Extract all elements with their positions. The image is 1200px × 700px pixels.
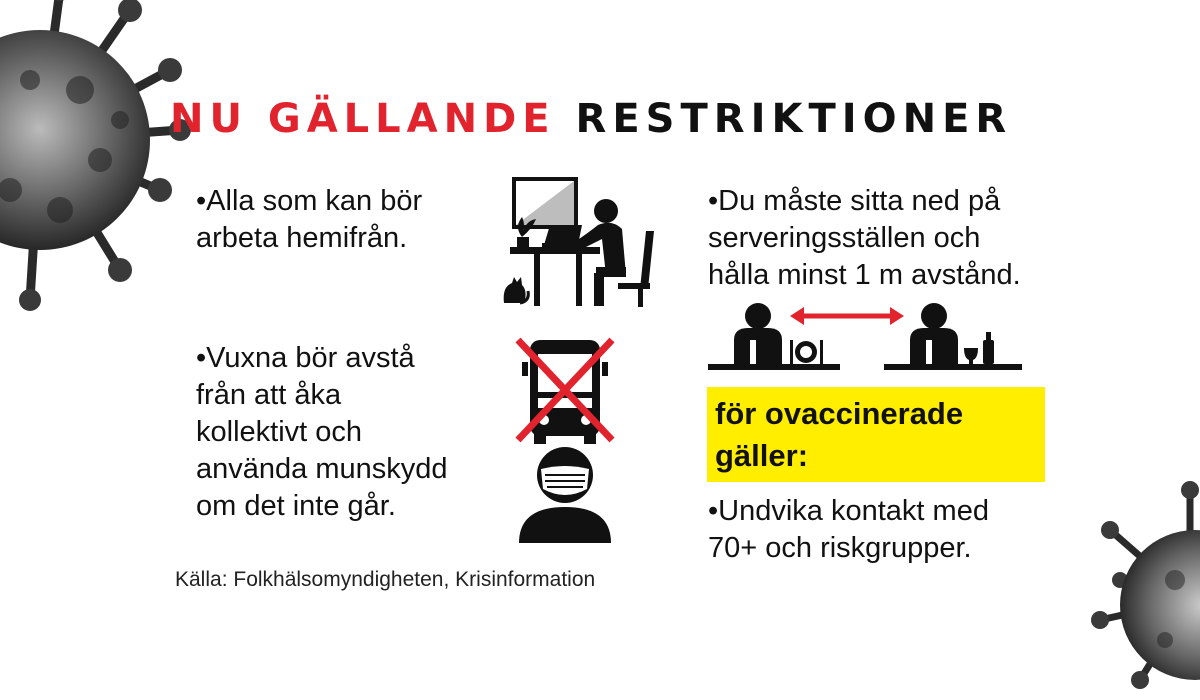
rule-no-public-transport: •Vuxna bör avstå från att åka kollektivt och använda munskydd om det inte går. (196, 342, 448, 522)
face-mask-icon (515, 443, 615, 543)
title-part-black: RESTRIKTIONER (575, 96, 1013, 142)
virus-icon (1080, 470, 1200, 700)
source-credit: Källa: Folkhälsomyndigheten, Krisinformation (175, 568, 596, 591)
rule-unvaccinated: •Undvika kontakt med 70+ och riskgrupper. (708, 495, 989, 564)
title-part-red: NU GÄLLANDE (170, 96, 556, 142)
rule-seated-distance: •Du måste sitta ned på serveringsställen och hålla minst 1 m avstånd. (708, 185, 1021, 291)
page-title (170, 96, 1012, 142)
distance-dining-icon (708, 298, 1028, 374)
unvaccinated-heading: för ovaccinerade gäller: (715, 396, 964, 473)
unvaccinated-highlight-box (707, 387, 1045, 482)
work-from-home-icon (498, 175, 668, 310)
virus-icon (0, 0, 200, 320)
no-bus-icon (512, 336, 617, 446)
rule-work-from-home: •Alla som kan bör arbeta hemifrån. (196, 185, 423, 254)
